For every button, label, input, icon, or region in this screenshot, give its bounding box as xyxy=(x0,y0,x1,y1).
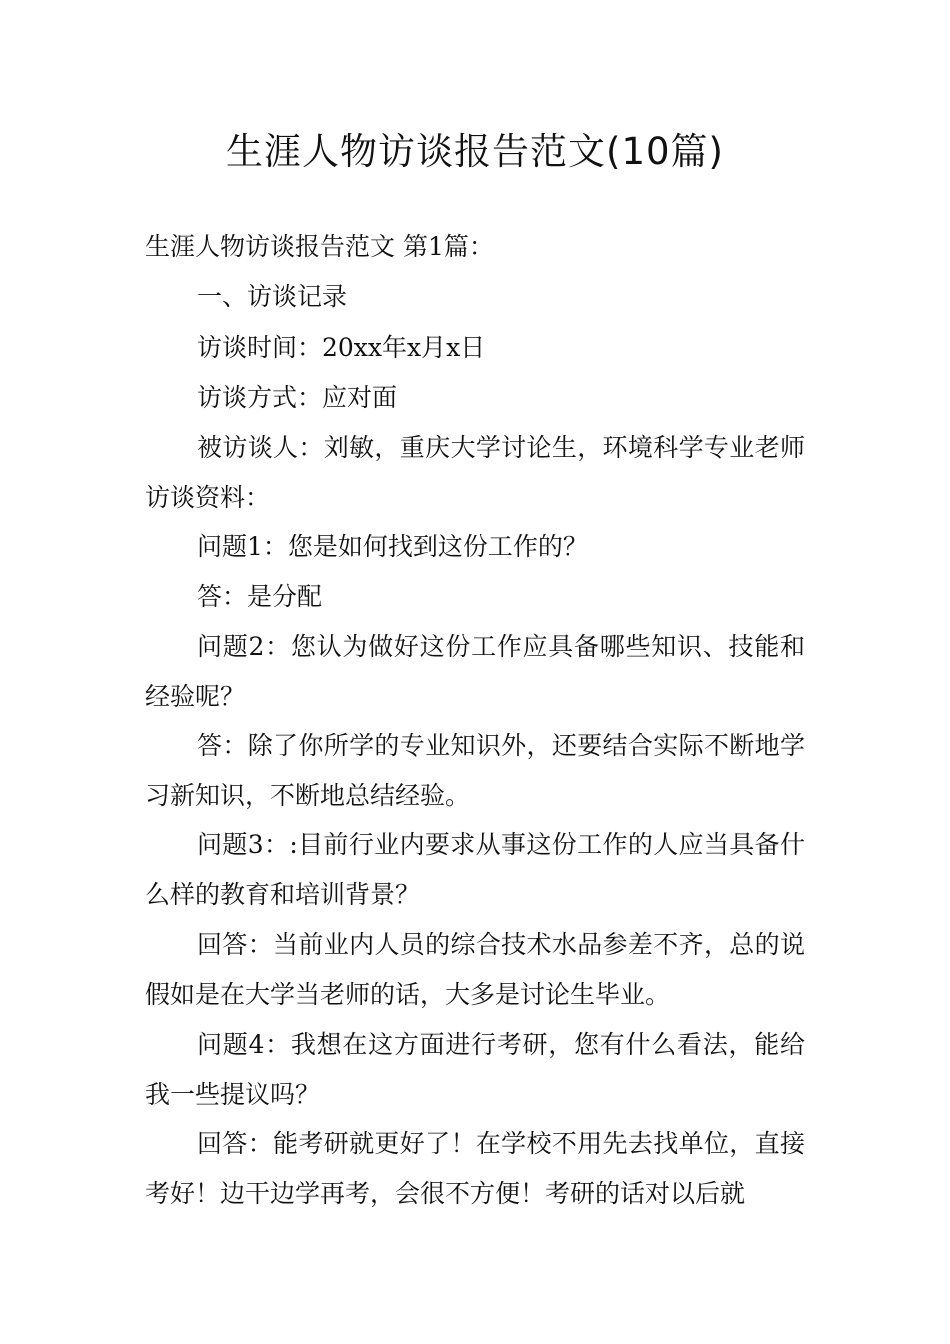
paragraph: 问题4：我想在这方面进行考研，您有什么看法，能给我一些提议吗？ xyxy=(145,1030,805,1109)
paragraph: 答：是分配 xyxy=(197,582,323,611)
paragraph: 问题1：您是如何找到这份工作的？ xyxy=(197,532,588,561)
paragraph: 回答：当前业内人员的综合技术水品参差不齐，总的说假如是在大学当老师的话，大多是讨论生毕业。 xyxy=(145,930,805,1009)
document-title: 生涯人物访谈报告范文(10篇) xyxy=(226,130,724,173)
paragraph: 答：除了你所学的专业知识外，还要结合实际不断地学习新知识，不断地总结经验。 xyxy=(145,731,805,810)
paragraph: 问题2：您认为做好这份工作应具备哪些知识、技能和经验呢？ xyxy=(145,632,805,711)
paragraph: 被访谈人：刘敏，重庆大学讨论生，环境科学专业老师访谈资料： xyxy=(145,433,805,512)
paragraph: 回答：能考研就更好了！在学校不用先去找单位，直接考好！边干边学再考，会很不方便！考研的话对以后就 xyxy=(145,1129,805,1208)
section-heading: 生涯人物访谈报告范文 第1篇： xyxy=(145,232,494,261)
paragraph: 访谈方式：应对面 xyxy=(197,383,398,412)
paragraph: 问题3：:目前行业内要求从事这份工作的人应当具备什么样的教育和培训背景？ xyxy=(145,830,805,909)
paragraph: 访谈时间：20xx年x月x日 xyxy=(197,333,486,362)
paragraph: 一、访谈记录 xyxy=(197,282,348,311)
